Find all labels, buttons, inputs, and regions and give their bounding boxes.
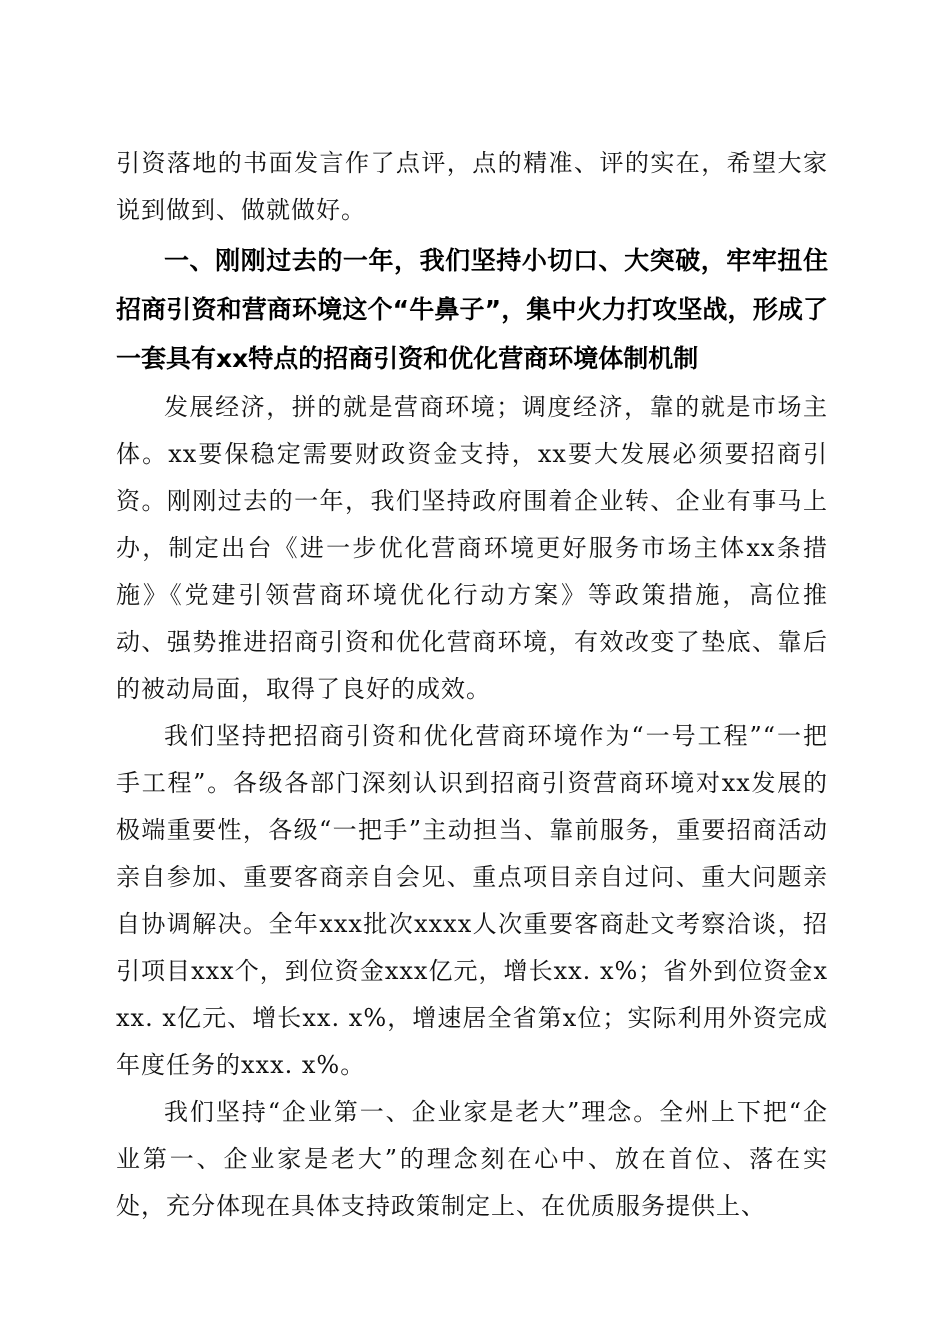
- paragraph-continuation: 引资落地的书面发言作了点评，点的精准、评的实在，希望大家说到做到、做就做好。: [116, 149, 828, 224]
- paragraph-enterprise-first: 我们坚持“企业第一、企业家是老大”理念。全州上下把“企业第一、企业家是老大”的理念刻在心中、放在首位、落在实处，充分体现在具体支持政策制定上、在优质服务提供上、: [116, 1098, 828, 1220]
- section-heading-1: 一、刚刚过去的一年，我们坚持小切口、大突破，牢牢扭住招商引资和营商环境这个“牛鼻子”，集中火力打攻坚战，形成了一套具有xx特点的招商引资和优化营商环境体制机制: [116, 246, 828, 373]
- document-body: [116, 140, 828, 1230]
- paragraph-business-environment: 发展经济，拼的就是营商环境；调度经济，靠的就是市场主体。xx要保稳定需要财政资金支持，xx要大发展必须要招商引资。刚刚过去的一年，我们坚持政府围着企业转、企业有事马上办，制定出台《进一步优化营商环境更好服务市场主体xx条措施》《党建引领营商环境优化行动方案》等政策措施，高位推动、强势推进招商引资和优化营商环境，有效改变了垫底、靠后的被动局面，取得了良好的成效。: [116, 393, 828, 703]
- paragraph-number-one-project: 我们坚持把招商引资和优化营商环境作为“一号工程”“一把手工程”。各级各部门深刻认识到招商引资营商环境对xx发展的极端重要性，各级“一把手”主动担当、靠前服务，重要招商活动亲自参加、重要客商亲自会见、重点项目亲自过问、重大问题亲自协调解决。全年xxx批次xxxx人次重要客商赴文考察洽谈，招引项目xxx个，到位资金xxx亿元，增长xx. x%；省外到位资金xxx. x亿元、增长xx. x%，增速居全省第x位；实际利用外资完成年度任务的xxx. x%。: [116, 722, 828, 1079]
